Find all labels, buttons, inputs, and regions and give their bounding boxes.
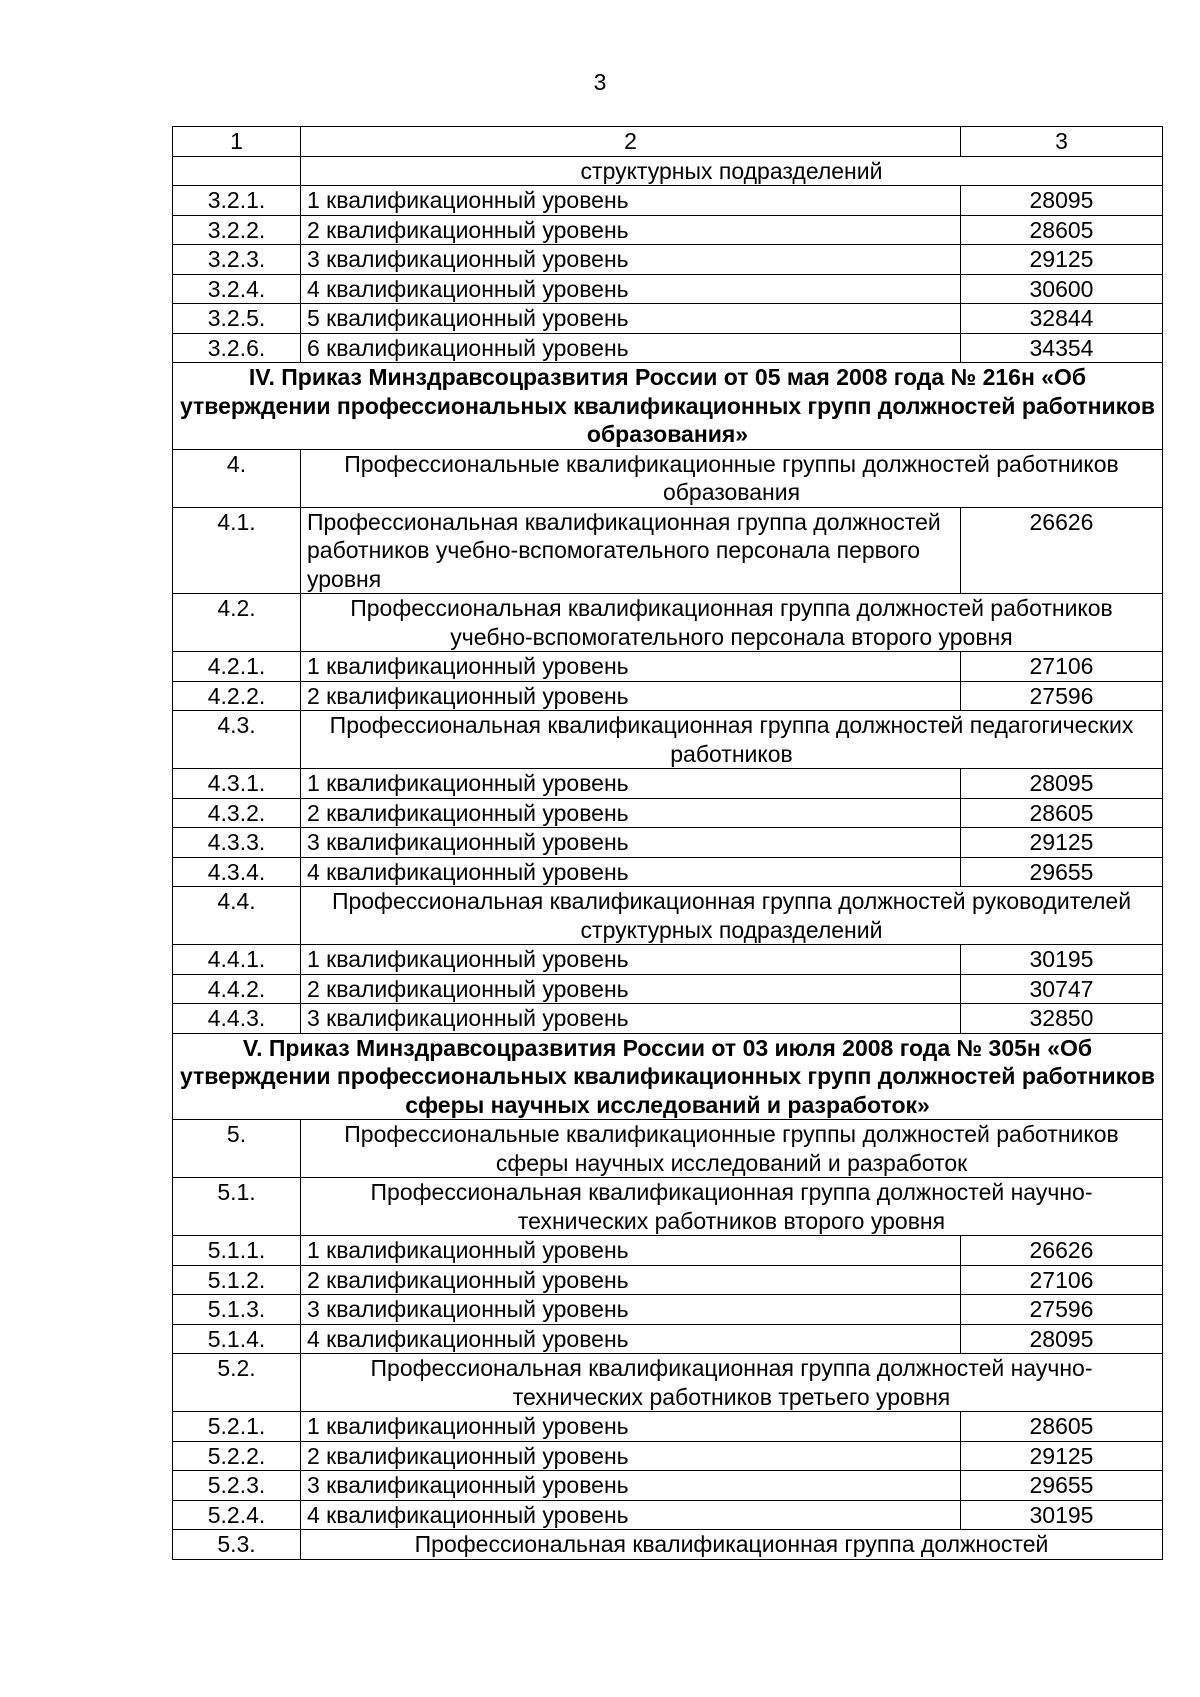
- row-salary-value: 29655: [961, 1471, 1163, 1501]
- row-salary-value: 29125: [961, 1441, 1163, 1471]
- page-number: 3: [593, 69, 607, 95]
- table-row: [173, 1265, 1163, 1295]
- table-row: [173, 333, 1163, 363]
- row-code: 4.1.: [173, 507, 301, 594]
- row-description: 1 квалификационный уровень: [301, 1236, 961, 1266]
- table-row: [173, 304, 1163, 334]
- table-row: [173, 769, 1163, 799]
- table-row: [173, 1324, 1163, 1354]
- group-title: Профессиональные квалификационные группы должностей работников сферы научных исследований и разработок: [301, 1120, 1163, 1178]
- table-row: [173, 1500, 1163, 1530]
- group-row: [173, 711, 1163, 769]
- row-code: 5.2.: [173, 1354, 301, 1412]
- row-description: 2 квалификационный уровень: [301, 798, 961, 828]
- row-description: 2 квалификационный уровень: [301, 215, 961, 245]
- row-salary-value: 29655: [961, 857, 1163, 887]
- row-code: 4.3.3.: [173, 828, 301, 858]
- group-title: Профессиональная квалификационная группа должностей: [301, 1530, 1163, 1560]
- row-description: 1 квалификационный уровень: [301, 186, 961, 216]
- column-number-1: 1: [173, 127, 301, 157]
- row-salary-value: 29125: [961, 828, 1163, 858]
- table-header-row: [173, 127, 1163, 157]
- group-row: [173, 594, 1163, 652]
- row-description: 4 квалификационный уровень: [301, 857, 961, 887]
- row-salary-value: 34354: [961, 333, 1163, 363]
- column-number-3: 3: [961, 127, 1163, 157]
- group-title: Профессиональные квалификационные группы должностей работников образования: [301, 449, 1163, 507]
- row-description: 3 квалификационный уровень: [301, 245, 961, 275]
- row-salary-value: 30747: [961, 974, 1163, 1004]
- row-salary-value: 27596: [961, 681, 1163, 711]
- row-code: 4.4.1.: [173, 945, 301, 975]
- table-row: [173, 1295, 1163, 1325]
- row-salary-value: 27596: [961, 1295, 1163, 1325]
- row-code: 4.2.1.: [173, 652, 301, 682]
- row-code: 4.2.: [173, 594, 301, 652]
- table-row: [173, 274, 1163, 304]
- group-row: [173, 1120, 1163, 1178]
- row-salary-value: 32850: [961, 1004, 1163, 1034]
- table-row: [173, 1412, 1163, 1442]
- row-description: 5 квалификационный уровень: [301, 304, 961, 334]
- group-row: [173, 887, 1163, 945]
- group-row: [173, 1530, 1163, 1560]
- row-description: 1 квалификационный уровень: [301, 1412, 961, 1442]
- table-row: [173, 1236, 1163, 1266]
- row-description: 2 квалификационный уровень: [301, 1441, 961, 1471]
- row-code: 5.1.1.: [173, 1236, 301, 1266]
- row-description: 3 квалификационный уровень: [301, 1004, 961, 1034]
- group-title: Профессиональная квалификационная группа должностей научно-технических работников второго уровня: [301, 1178, 1163, 1236]
- group-row: [173, 449, 1163, 507]
- table-body: [173, 127, 1163, 1560]
- row-description: 1 квалификационный уровень: [301, 769, 961, 799]
- group-row: [173, 1178, 1163, 1236]
- row-code: 4.: [173, 449, 301, 507]
- group-title: Профессиональная квалификационная группа должностей руководителей структурных подразделений: [301, 887, 1163, 945]
- row-salary-value: 28095: [961, 186, 1163, 216]
- row-code: 4.3.: [173, 711, 301, 769]
- table-row: [173, 857, 1163, 887]
- table-row: [173, 507, 1163, 594]
- row-salary-value: 26626: [961, 1236, 1163, 1266]
- table-row: [173, 974, 1163, 1004]
- salary-table: [172, 126, 1163, 1560]
- group-row: [173, 1354, 1163, 1412]
- row-code: 3.2.2.: [173, 215, 301, 245]
- row-salary-value: 28605: [961, 1412, 1163, 1442]
- row-code: 4.4.: [173, 887, 301, 945]
- row-description: 2 квалификационный уровень: [301, 1265, 961, 1295]
- row-code: 4.3.2.: [173, 798, 301, 828]
- row-description: 4 квалификационный уровень: [301, 1324, 961, 1354]
- row-salary-value: 28095: [961, 769, 1163, 799]
- row-salary-value: 29125: [961, 245, 1163, 275]
- row-code: 4.4.3.: [173, 1004, 301, 1034]
- row-code: 5.1.3.: [173, 1295, 301, 1325]
- row-code: 5.2.2.: [173, 1441, 301, 1471]
- table-row: [173, 1471, 1163, 1501]
- row-salary-value: 30195: [961, 1500, 1163, 1530]
- row-salary-value: 27106: [961, 652, 1163, 682]
- table-row: [173, 681, 1163, 711]
- group-row: [173, 156, 1163, 186]
- row-salary-value: 28605: [961, 215, 1163, 245]
- table-row: [173, 945, 1163, 975]
- row-salary-value: 32844: [961, 304, 1163, 334]
- table-row: [173, 215, 1163, 245]
- row-description: 3 квалификационный уровень: [301, 1295, 961, 1325]
- row-code: 5.1.4.: [173, 1324, 301, 1354]
- table-row: [173, 798, 1163, 828]
- group-title: структурных подразделений: [301, 156, 1163, 186]
- row-code: 5.3.: [173, 1530, 301, 1560]
- row-code: 5.1.2.: [173, 1265, 301, 1295]
- row-code: 4.3.1.: [173, 769, 301, 799]
- row-description: 4 квалификационный уровень: [301, 274, 961, 304]
- group-title: Профессиональная квалификационная группа должностей работников учебно-вспомогательного персонала второго уровня: [301, 594, 1163, 652]
- row-code: 3.2.1.: [173, 186, 301, 216]
- group-title: Профессиональная квалификационная группа должностей научно-технических работников третьего уровня: [301, 1354, 1163, 1412]
- table-row: [173, 245, 1163, 275]
- row-code: 5.: [173, 1120, 301, 1178]
- table-row: [173, 1441, 1163, 1471]
- row-code: 4.2.2.: [173, 681, 301, 711]
- row-salary-value: 28095: [961, 1324, 1163, 1354]
- row-salary-value: 26626: [961, 507, 1163, 594]
- table-row: [173, 828, 1163, 858]
- row-code: 3.2.5.: [173, 304, 301, 334]
- table-row: [173, 652, 1163, 682]
- row-description: 4 квалификационный уровень: [301, 1500, 961, 1530]
- row-code: 5.2.3.: [173, 1471, 301, 1501]
- column-number-2: 2: [301, 127, 961, 157]
- row-salary-value: 28605: [961, 798, 1163, 828]
- row-code: 5.1.: [173, 1178, 301, 1236]
- row-description: 2 квалификационный уровень: [301, 681, 961, 711]
- row-description: 3 квалификационный уровень: [301, 1471, 961, 1501]
- table-row: [173, 186, 1163, 216]
- row-code: 4.3.4.: [173, 857, 301, 887]
- group-title: Профессиональная квалификационная группа должностей педагогических работников: [301, 711, 1163, 769]
- section-heading-row: [173, 1033, 1163, 1120]
- row-code: [173, 156, 301, 186]
- row-description: Профессиональная квалификационная группа должностей работников учебно-вспомогательного персонала первого уровня: [301, 507, 961, 594]
- row-salary-value: 30195: [961, 945, 1163, 975]
- row-description: 3 квалификационный уровень: [301, 828, 961, 858]
- row-code: 3.2.4.: [173, 274, 301, 304]
- row-code: 3.2.6.: [173, 333, 301, 363]
- section-heading: V. Приказ Минздравсоцразвития России от 03 июля 2008 года № 305н «Об утверждении профессиональных квалификационных групп должностей работников сферы научных исследований и разработок»: [173, 1033, 1163, 1120]
- row-salary-value: 30600: [961, 274, 1163, 304]
- row-code: 4.4.2.: [173, 974, 301, 1004]
- row-code: 5.2.4.: [173, 1500, 301, 1530]
- row-code: 3.2.3.: [173, 245, 301, 275]
- row-description: 6 квалификационный уровень: [301, 333, 961, 363]
- table-row: [173, 1004, 1163, 1034]
- section-heading: IV. Приказ Минздравсоцразвития России от 05 мая 2008 года № 216н «Об утверждении профессиональных квалификационных групп должностей работников образования»: [173, 363, 1163, 450]
- row-code: 5.2.1.: [173, 1412, 301, 1442]
- row-salary-value: 27106: [961, 1265, 1163, 1295]
- row-description: 1 квалификационный уровень: [301, 652, 961, 682]
- section-heading-row: [173, 363, 1163, 450]
- row-description: 1 квалификационный уровень: [301, 945, 961, 975]
- row-description: 2 квалификационный уровень: [301, 974, 961, 1004]
